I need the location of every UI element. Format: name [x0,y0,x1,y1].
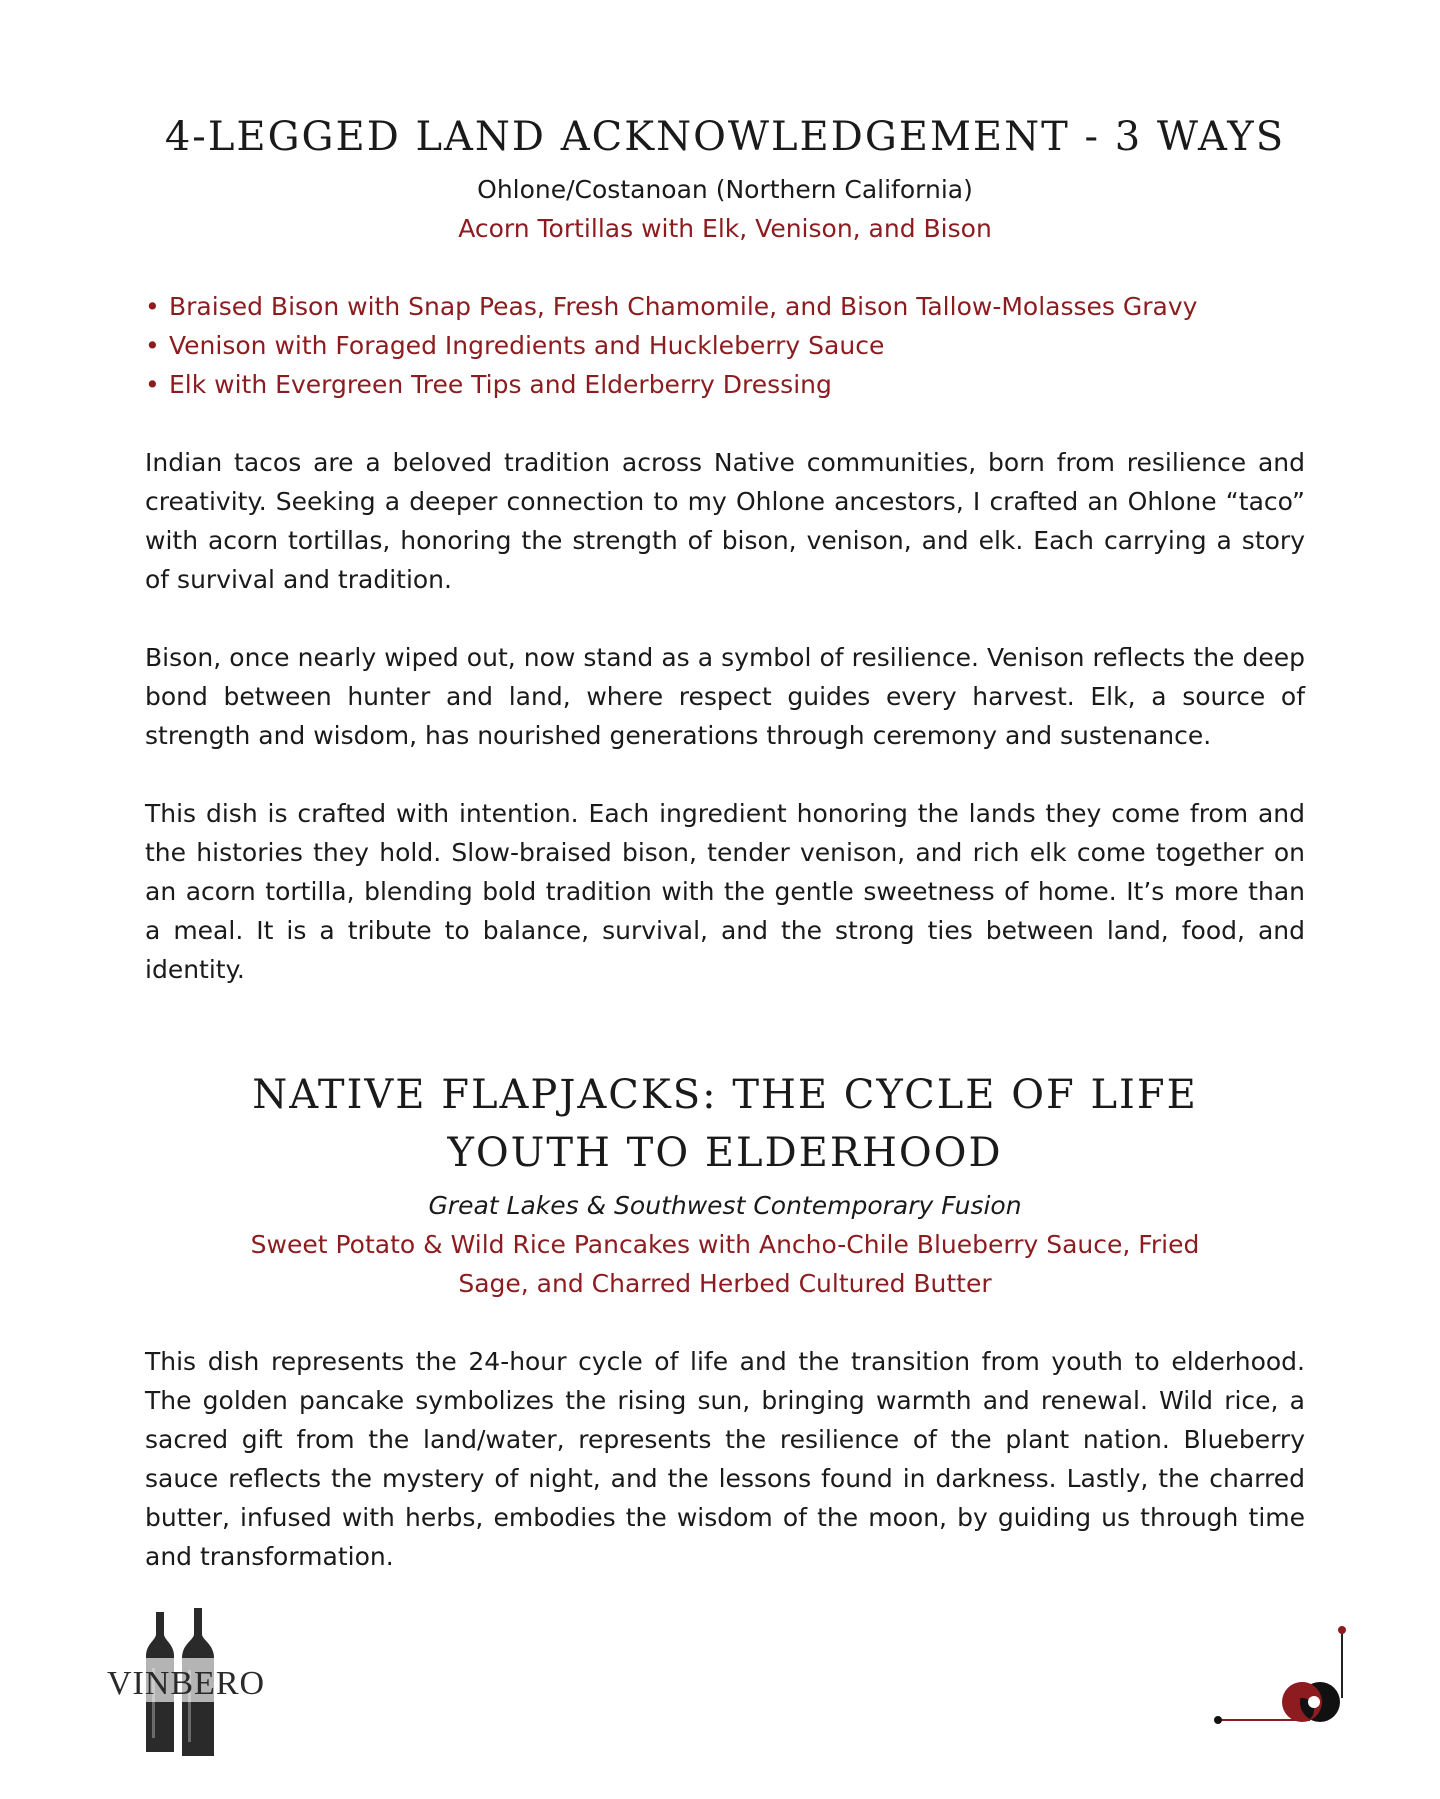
section2-subtitle: Great Lakes & Southwest Contemporary Fusion [428,1191,1022,1220]
section2-dish-name: Sweet Potato & Wild Rice Pancakes with Ancho-Chile Blueberry Sauce, Fried Sage, and Charred Herbed Cultured Butter [250,1230,1200,1298]
course-item [145,326,1305,365]
section1-paragraph: Indian tacos are a beloved tradition across Native communities, born from resilience and creativity. Seeking a deeper connection to my Ohlone ancestors, I crafted an Ohlone “taco” with acorn tortillas, honoring the strength of bison, venison, and elk. Each carrying a story of survival and tradition. [145,448,1305,594]
course-item-label: Elk with Evergreen Tree Tips and Elderberry Dressing [169,370,832,399]
course-item [145,365,1305,404]
course-item-label: Braised Bison with Snap Peas, Fresh Chamomile, and Bison Tallow-Molasses Gravy [169,292,1198,321]
bullet-icon: • [145,370,160,399]
course-item [145,287,1305,326]
course-item-label: Venison with Foraged Ingredients and Huckleberry Sauce [169,331,885,360]
section1-dish-name: Acorn Tortillas with Elk, Venison, and Bison [458,214,992,243]
wine-bottles-icon [96,1608,276,1758]
section1-paragraph: This dish is crafted with intention. Each ingredient honoring the lands they come from and the histories they hold. Slow-braised bison, tender venison, and rich elk come together on an acorn tortilla, blending bold tradition with the gentle sweetness of home. It’s more than a meal. It is a tribute to balance, survival, and the strong ties between land, food, and identity. [145,799,1305,984]
section1-paragraph: Bison, once nearly wiped out, now stand as a symbol of resilience. Venison reflects the deep bond between hunter and land, where respect guides every harvest. Elk, a source of strength and wisdom, has nourished generations through ceremony and sustenance. [145,643,1305,750]
sun-moon-emblem-icon [1210,1620,1360,1750]
bullet-icon: • [145,292,160,321]
section1-course-list [145,287,1305,404]
section2-paragraph: This dish represents the 24-hour cycle of life and the transition from youth to elderhood. The golden pancake symbolizes the rising sun, bringing warmth and renewal. Wild rice, a sacred gift from the land/water, represents the resilience of the plant nation. Blueberry sauce reflects the mystery of night, and the lessons found in darkness. Lastly, the charred butter, infused with herbs, embodies the wisdom of the moon, by guiding us through time and transformation. [145,1347,1305,1571]
section1-subtitle: Ohlone/Costanoan (Northern California) [477,175,973,204]
vinbero-logo [96,1608,276,1758]
emblem-logo [1210,1620,1360,1750]
vinbero-logo-text: VINBERO [106,1665,266,1702]
bullet-icon: • [145,331,160,360]
section2-title-line1: NATIVE FLAPJACKS: THE CYCLE OF LIFE [252,1072,1198,1118]
section2-title-line2: YOUTH TO ELDERHOOD [447,1130,1003,1176]
section1-title: 4-LEGGED LAND ACKNOWLEDGEMENT - 3 WAYS [164,114,1286,160]
